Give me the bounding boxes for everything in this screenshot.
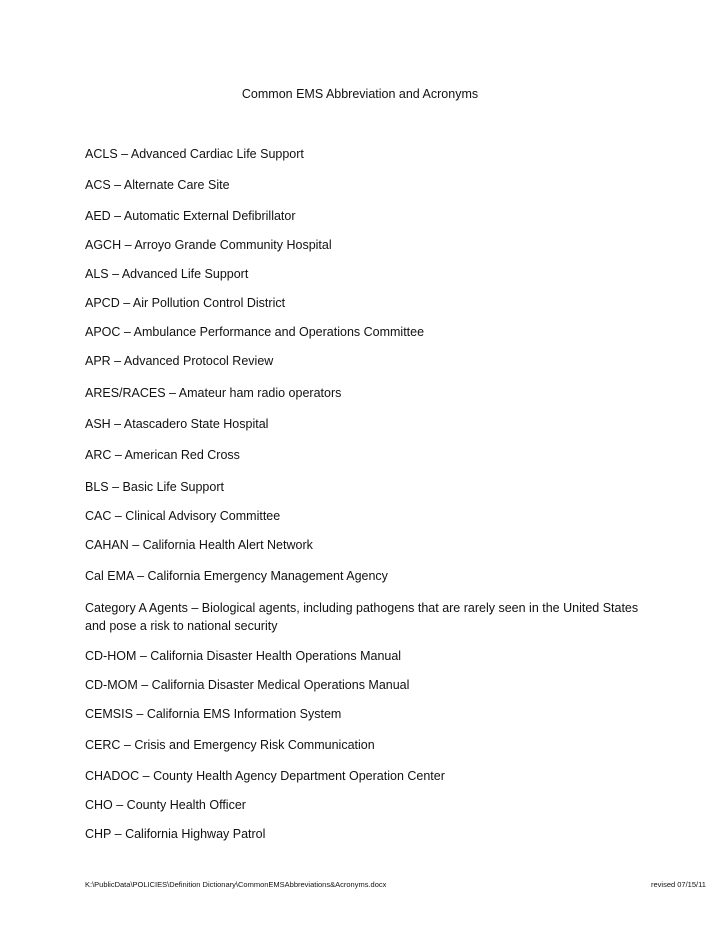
- entry-cahan: CAHAN – California Health Alert Network: [85, 538, 313, 552]
- entry-apcd: APCD – Air Pollution Control District: [85, 296, 286, 310]
- footer-revised-date: revised 07/15/11: [651, 880, 706, 889]
- entry-acls: ACLS – Advanced Cardiac Life Support: [85, 147, 304, 161]
- entry-bls: BLS – Basic Life Support: [85, 480, 224, 494]
- entry-agch: AGCH – Arroyo Grande Community Hospital: [85, 238, 332, 252]
- entry-cac: CAC – Clinical Advisory Committee: [85, 509, 281, 523]
- entry-acs: ACS – Alternate Care Site: [85, 178, 230, 192]
- entry-apr: APR – Advanced Protocol Review: [85, 354, 274, 368]
- entry-category-a-agents: Category A Agents – Biological agents, including pathogens that are rarely seen in the United States and pose a risk to national security: [85, 601, 639, 633]
- page-title: Common EMS Abbreviation and Acronyms: [241, 87, 479, 101]
- entry-cd-mom: CD-MOM – California Disaster Medical Operations Manual: [85, 678, 410, 692]
- entry-chp: CHP – California Highway Patrol: [85, 827, 266, 841]
- entry-ares-races: ARES/RACES – Amateur ham radio operators: [85, 386, 342, 400]
- entry-ash: ASH – Atascadero State Hospital: [85, 417, 269, 431]
- entry-als: ALS – Advanced Life Support: [85, 267, 249, 281]
- entry-aed: AED – Automatic External Defibrillator: [85, 209, 296, 223]
- entry-cerc: CERC – Crisis and Emergency Risk Communication: [85, 738, 375, 752]
- entry-cd-hom: CD-HOM – California Disaster Health Operations Manual: [85, 649, 402, 663]
- footer-file-path: K:\PublicData\POLICIES\Definition Dictionary\CommonEMSAbbreviations&Acronyms.docx: [85, 880, 387, 889]
- entry-chadoc: CHADOC – County Health Agency Department Operation Center: [85, 769, 445, 783]
- entry-cal-ema: Cal EMA – California Emergency Management Agency: [85, 569, 388, 583]
- entry-cemsis: CEMSIS – California EMS Information System: [85, 707, 342, 721]
- entry-apoc: APOC – Ambulance Performance and Operations Committee: [85, 325, 425, 339]
- entry-cho: CHO – County Health Officer: [85, 798, 246, 812]
- entry-arc: ARC – American Red Cross: [85, 448, 240, 462]
